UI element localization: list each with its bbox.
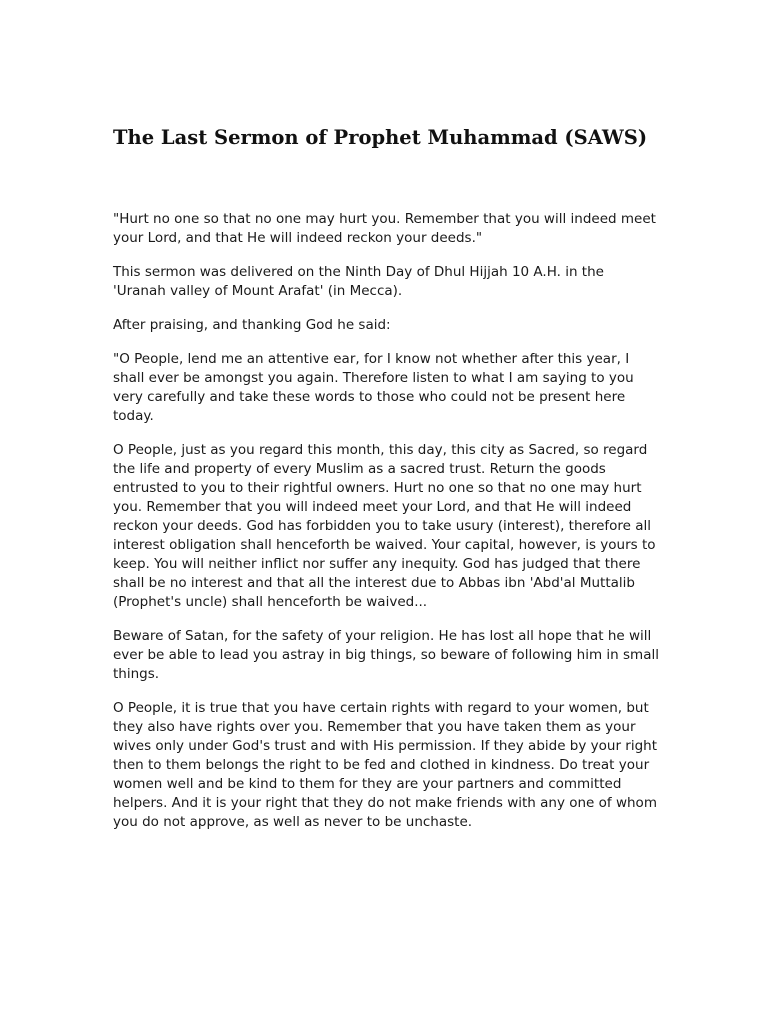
sermon-paragraph: "O People, lend me an attentive ear, for I know not whether after this year, I shall ever be amongst you again. Therefore listen to what I am saying to you very carefully and take these words to those who could not be present here today.: [113, 351, 634, 424]
context-paragraph: This sermon was delivered on the Ninth Day of Dhul Hijjah 10 A.H. in the 'Uranah valley of Mount Arafat' (in Mecca).: [113, 264, 604, 299]
sermon-paragraph: Beware of Satan, for the safety of your religion. He has lost all hope that he will ever be able to lead you astray in big things, so beware of following him in small things.: [113, 628, 659, 682]
intro-paragraph: After praising, and thanking God he said:: [113, 317, 391, 333]
sermon-paragraph: O People, just as you regard this month, this day, this city as Sacred, so regard the life and property of every Muslim as a sacred trust. Return the goods entrusted to you to their rightful owners. Hurt no one so that no one may hurt you. Remember that you will indeed meet your Lord, and that He will indeed reckon your deeds. God has forbidden you to take usury (interest), therefore all interest obligation shall henceforth be waived. Your capital, however, is yours to keep. You will neither inflict nor suffer any inequity. God has judged that there shall be no interest and that all the interest due to Abbas ibn 'Abd'al Muttalib (Prophet's uncle) shall henceforth be waived...: [113, 442, 656, 610]
sermon-paragraph: O People, it is true that you have certain rights with regard to your women, but they also have rights over you. Remember that you have taken them as your wives only under God's trust and with His permission. If they abide by your right then to them belongs the right to be fed and clothed in kindness. Do treat your women well and be kind to them for they are your partners and committed helpers. And it is your right that they do not make friends with any one of whom you do not approve, as well as never to be unchaste.: [113, 700, 658, 830]
page-title: The Last Sermon of Prophet Muhammad (SAWS): [113, 126, 648, 149]
opening-quote-paragraph: "Hurt no one so that no one may hurt you. Remember that you will indeed meet your Lord, and that He will indeed reckon your deeds.": [113, 211, 656, 246]
sermon-body: [113, 210, 661, 847]
